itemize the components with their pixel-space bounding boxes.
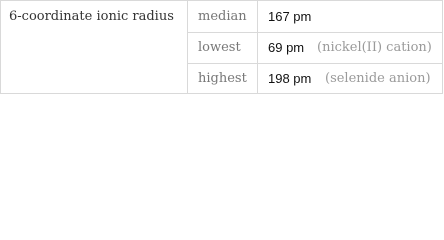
ionic-radius-table xyxy=(0,0,443,94)
value-median: 167 pm xyxy=(268,9,312,24)
row-divider xyxy=(187,32,443,33)
value-lowest: 69 pm xyxy=(268,40,305,55)
row-divider xyxy=(187,63,443,64)
note-highest: (selenide anion) xyxy=(325,71,431,86)
row-label-lowest: lowest xyxy=(198,40,241,55)
column-divider xyxy=(257,1,258,93)
row-label-median: median xyxy=(198,9,247,24)
row-label-highest: highest xyxy=(198,71,247,86)
note-lowest: (nickel(II) cation) xyxy=(317,40,432,55)
column-divider xyxy=(187,1,188,93)
property-label: 6-coordinate ionic radius xyxy=(9,9,174,24)
value-highest: 198 pm xyxy=(268,71,312,86)
